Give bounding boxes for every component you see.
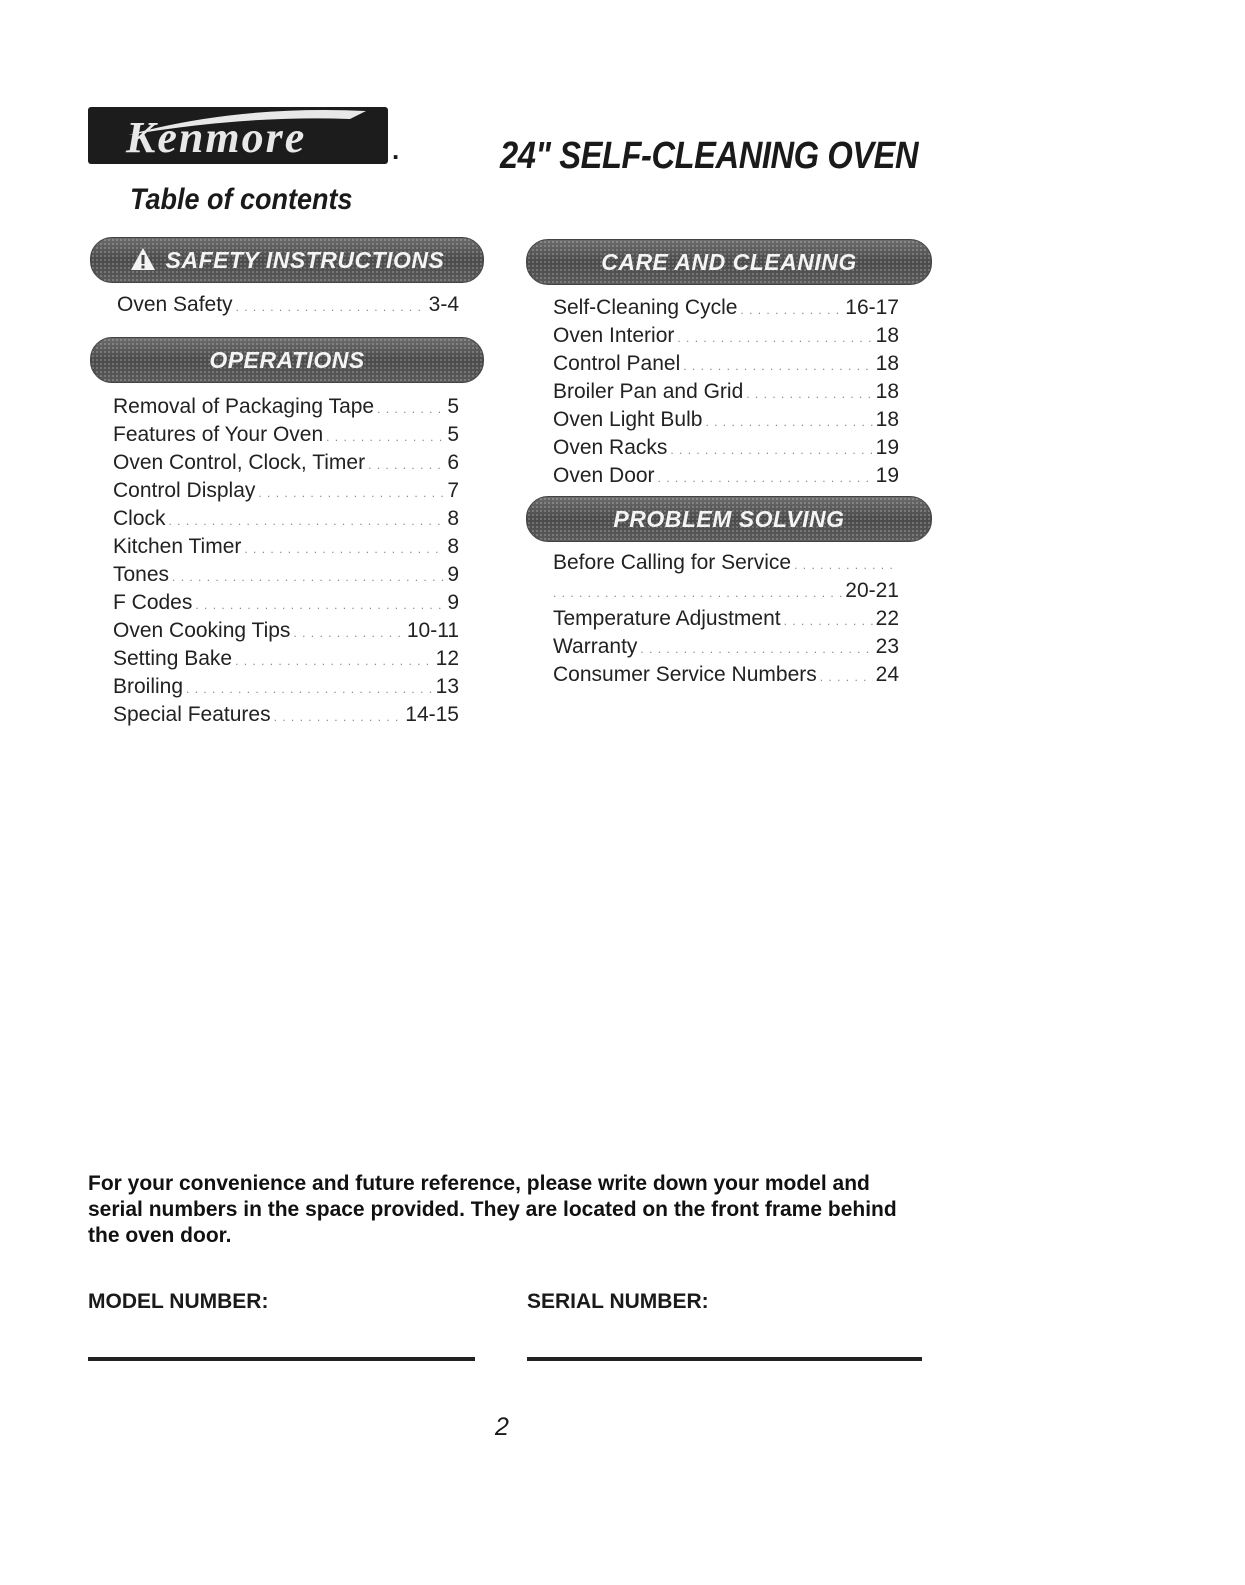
brand-name: Kenmore [126,113,307,162]
leader-dots [820,664,873,690]
toc-entry[interactable] [553,435,899,463]
toc-entry[interactable] [113,450,459,478]
leader-dots [186,676,433,702]
leader-dots [326,424,444,450]
serial-number-label: SERIAL NUMBER: [527,1290,709,1313]
toc-entry[interactable] [553,323,899,351]
leader-dots [195,592,444,618]
leader-dots [553,580,842,606]
toc-entry-page: 5 [447,423,459,446]
toc-entry-label: Removal of Packaging Tape [113,395,375,418]
toc-entry-label: F Codes [113,591,193,614]
toc-entry-label: Broiling [113,675,184,698]
leader-dots [705,409,872,435]
toc-entry-label: Oven Cooking Tips [113,619,291,642]
toc-entry-label: Broiler Pan and Grid [553,380,744,403]
toc-list-care [553,295,899,491]
leader-dots [670,437,872,463]
leader-dots [740,297,842,323]
brand-dot: . [392,135,400,165]
toc-entry[interactable] [113,562,459,590]
toc-entry-page: 3-4 [428,293,459,316]
toc-entry-page: 8 [447,535,459,558]
toc-entry-page: 14-15 [405,703,459,726]
toc-list-safety [117,292,459,320]
leader-dots [658,465,873,491]
serial-number-line[interactable] [527,1357,922,1361]
banner-label: PROBLEM SOLVING [613,506,845,532]
toc-list-problem [553,550,899,690]
toc-entry[interactable] [113,618,459,646]
toc-entry[interactable] [553,662,899,690]
toc-entry-page: 18 [875,408,899,431]
leader-dots [784,608,873,634]
toc-entry-label: Oven Door [553,464,655,487]
leader-dots [172,564,444,590]
leader-dots [258,480,444,506]
toc-entry[interactable] [553,295,899,323]
toc-entry[interactable] [113,674,459,702]
toc-entry-label: Setting Bake [113,647,233,670]
leader-dots [794,552,896,578]
toc-entry[interactable] [113,534,459,562]
toc-entry[interactable] [553,550,899,606]
page-title: 24" SELF-CLEANING OVEN [500,135,919,177]
toc-entry-label: Tones [113,563,170,586]
toc-entry-page: 19 [875,436,899,459]
serial-number-note: For your convenience and future reference, please write down your model and serial numbers in the space provided. They are located on the front frame behind the oven door. [88,1172,897,1247]
toc-entry-page: 8 [447,507,459,530]
leader-dots [274,704,403,730]
toc-entry-label: Control Display [113,479,256,502]
banner-safety-instructions [90,237,484,283]
toc-entry-page: 19 [875,464,899,487]
leader-dots [677,325,872,351]
leader-dots [377,396,444,422]
leader-dots [169,508,445,534]
toc-entry[interactable] [553,463,899,491]
leader-dots [683,353,872,379]
toc-entry-label: Special Features [113,703,271,726]
toc-entry-page: 9 [447,591,459,614]
toc-entry[interactable] [553,407,899,435]
page-number: 2 [495,1413,509,1441]
toc-list-operations [113,394,459,730]
toc-entry-label: Warranty [553,635,638,658]
toc-entry[interactable] [113,590,459,618]
toc-entry-label: Kitchen Timer [113,535,242,558]
toc-entry-label: Before Calling for Service [553,551,792,574]
toc-heading: Table of contents [130,183,353,216]
toc-entry-page: 22 [875,607,899,630]
toc-entry-page: 9 [447,563,459,586]
toc-entry-page: 23 [875,635,899,658]
model-number-line[interactable] [88,1357,475,1361]
toc-entry[interactable] [553,379,899,407]
leader-dots [640,636,872,662]
toc-entry[interactable] [117,292,459,320]
warning-icon [130,241,156,285]
banner-label: SAFETY INSTRUCTIONS [165,247,445,273]
toc-entry-label: Features of Your Oven [113,423,324,446]
leader-dots [368,452,444,478]
toc-entry-page: 24 [875,663,899,686]
toc-entry-label: Oven Interior [553,324,675,347]
toc-entry-page: 16-17 [845,296,899,319]
banner-operations [90,337,484,383]
toc-entry-label: Oven Light Bulb [553,408,703,431]
toc-entry-page: 18 [875,352,899,375]
toc-entry-label: Control Panel [553,352,681,375]
toc-entry-page: 10-11 [406,619,459,642]
toc-entry-page: 5 [447,395,459,418]
model-number-label: MODEL NUMBER: [88,1290,269,1313]
toc-entry-page: 18 [875,380,899,403]
toc-entry[interactable] [553,634,899,662]
toc-entry-label: Oven Control, Clock, Timer [113,451,366,474]
toc-entry-label: Clock [113,507,166,530]
toc-entry-label: Consumer Service Numbers [553,663,817,686]
toc-entry-page: 18 [875,324,899,347]
leader-dots [235,648,433,674]
toc-entry-label: Oven Safety [117,293,233,316]
toc-entry-label: Temperature Adjustment [553,607,781,630]
banner-label: OPERATIONS [209,347,365,373]
toc-entry-page: 13 [435,675,459,698]
banner-care-and-cleaning [526,239,932,285]
toc-entry-label: Oven Racks [553,436,668,459]
toc-entry-page: 20-21 [845,579,899,602]
toc-entry-label: Self-Cleaning Cycle [553,296,738,319]
toc-entry[interactable] [113,506,459,534]
leader-dots [236,294,426,320]
toc-entry[interactable] [113,646,459,674]
toc-entry[interactable] [113,422,459,450]
leader-dots [293,620,403,646]
toc-entry[interactable] [553,351,899,379]
leader-dots [746,381,872,407]
toc-entry[interactable] [553,606,899,634]
toc-entry-page: 12 [435,647,459,670]
toc-entry-page: 7 [447,479,459,502]
leader-dots [244,536,444,562]
banner-label: CARE AND CLEANING [601,249,857,275]
kenmore-logo [88,107,388,164]
toc-entry[interactable] [113,478,459,506]
toc-entry-page: 6 [447,451,459,474]
banner-problem-solving [526,496,932,542]
toc-entry[interactable] [113,394,459,422]
toc-entry[interactable] [113,702,459,730]
